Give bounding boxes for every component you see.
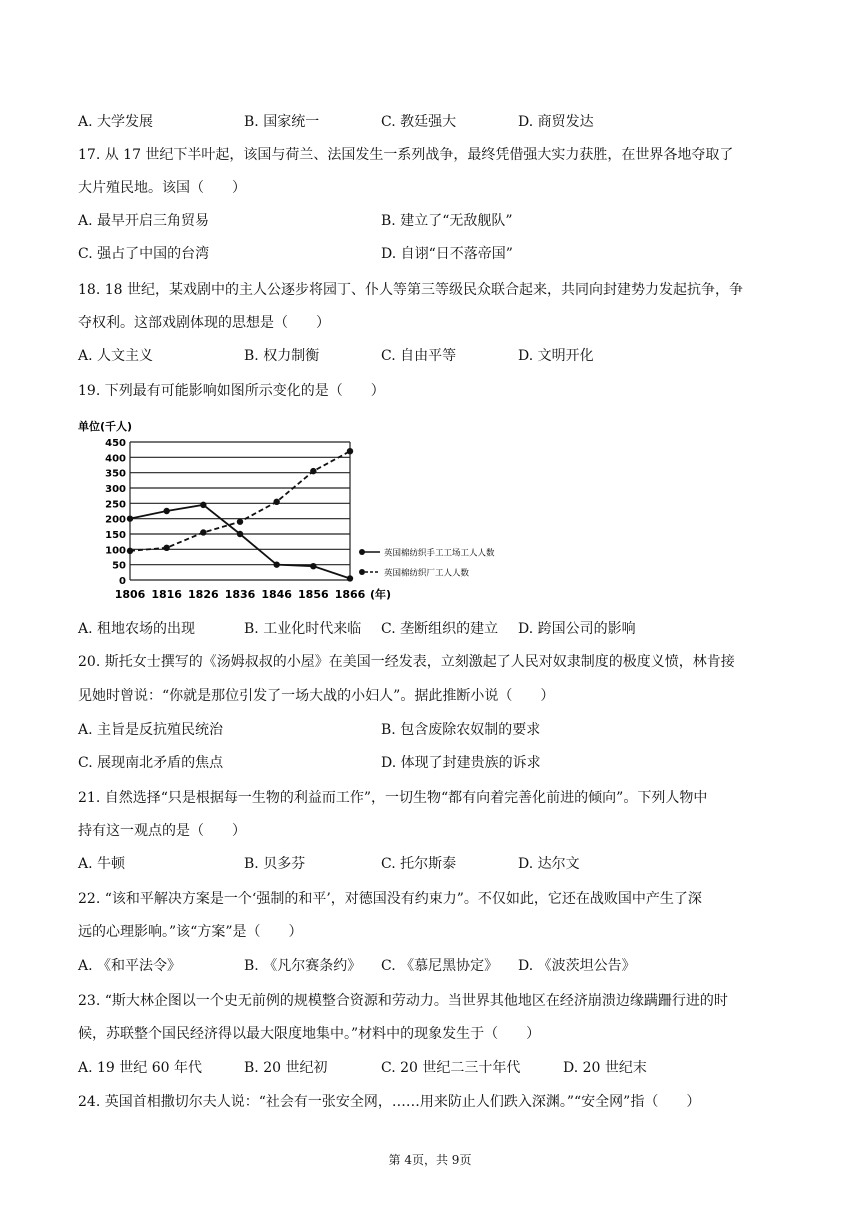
x-tick-1826: 1826 — [188, 588, 219, 601]
q23-option-a: A. 19 世纪 60 年代 — [78, 1060, 202, 1076]
y-tick-250: 250 — [105, 499, 126, 511]
q18-option-a: A. 人文主义 — [78, 348, 154, 364]
q22-option-c: C. 《慕尼黑协定》 — [381, 958, 499, 974]
q20-stem-line2: 见她时曾说：“你就是那位引发了一场大战的小妇人”。据此推断小说（ ） — [78, 688, 555, 704]
x-tick-1856: 1856 — [298, 588, 329, 601]
chart-series — [127, 448, 353, 582]
q22-stem-line2: 远的心理影响。”该“方案”是（ ） — [78, 924, 303, 940]
q18-stem-line1: 18. 18 世纪，某戏剧中的主人公逐步将园丁、仆人等第三等级民众联合起来，共同向封建势力发起抗争，争 — [78, 282, 743, 298]
q21-option-b: B. 贝多芬 — [244, 856, 306, 872]
q18-option-c: C. 自由平等 — [381, 348, 457, 364]
series-1-point-1806 — [127, 548, 133, 554]
q20-option-b: B. 包含废除农奴制的要求 — [381, 722, 541, 738]
x-axis-title: (年) — [370, 588, 392, 601]
q22-option-d: D. 《波茨坦公告》 — [518, 958, 636, 974]
x-tick-1846: 1846 — [261, 588, 292, 601]
q18-option-d: D. 文明开化 — [518, 348, 594, 364]
y-tick-0: 0 — [119, 576, 126, 587]
series-0-point-1816 — [163, 508, 169, 514]
legend-label-1: 英国棉纺织厂工人人数 — [384, 568, 470, 579]
legend-marker-0 — [359, 549, 365, 555]
y-tick-labels — [105, 438, 126, 587]
legend-marker-1 — [359, 569, 365, 575]
page-footer: 第 4页，共 9页 — [388, 1153, 472, 1167]
q17-option-b: B. 建立了“无敌舰队” — [381, 213, 513, 229]
q19-option-b: B. 工业化时代来临 — [244, 621, 362, 637]
q19-stem: 19. 下列最有可能影响如图所示变化的是（ ） — [78, 383, 385, 399]
x-tick-1836: 1836 — [224, 588, 256, 601]
q21-stem-line2: 持有这一观点的是（ ） — [78, 823, 246, 839]
q23-stem-line2: 候，苏联整个国民经济得以最大限度地集中。”材料中的现象发生于（ ） — [78, 1026, 541, 1042]
q23-option-b: B. 20 世纪初 — [244, 1060, 328, 1076]
legend-label-0: 英国棉纺织手工工场工人人数 — [384, 548, 495, 559]
q16-option-d: D. 商贸发达 — [518, 114, 594, 130]
q24-stem: 24. 英国首相撒切尔夫人说：“社会有一张安全网，……用来防止人们跌入深渊。”“安全网”指（ ） — [78, 1094, 701, 1110]
y-tick-100: 100 — [105, 545, 126, 557]
q21-option-a: A. 牛顿 — [78, 856, 126, 872]
chart-legend — [359, 548, 495, 579]
q19-line-chart — [78, 412, 518, 607]
series-line-0 — [130, 505, 350, 579]
series-0-point-1806 — [127, 515, 133, 521]
q19-option-d: D. 跨国公司的影响 — [518, 621, 636, 637]
q21-stem-line1: 21. 自然选择“只是根据每一生物的利益而工作”，一切生物“都有向着完善化前进的倾向”。下列人物中 — [78, 790, 708, 806]
series-0-point-1826 — [200, 502, 206, 508]
series-1-point-1846 — [273, 499, 279, 505]
x-tick-1866: 1866 — [334, 588, 366, 601]
q16-option-b: B. 国家统一 — [244, 114, 320, 130]
q23-option-c: C. 20 世纪二三十年代 — [381, 1060, 521, 1076]
q20-stem-line1: 20. 斯托女士撰写的《汤姆叔叔的小屋》在美国一经发表，立刻激起了人民对奴隶制度的极度义愤，林肯接 — [78, 654, 735, 670]
q18-stem-line2: 夺权利。这部戏剧体现的思想是（ ） — [78, 315, 330, 331]
q17-stem-line1: 17. 从 17 世纪下半叶起，该国与荷兰、法国发生一系列战争，最终凭借强大实力获胜，在世界各地夺取了 — [78, 147, 734, 163]
y-tick-50: 50 — [112, 560, 126, 572]
x-tick-1816: 1816 — [151, 588, 182, 601]
q18-option-b: B. 权力制衡 — [244, 348, 320, 364]
y-tick-350: 350 — [105, 468, 126, 480]
q21-option-c: C. 托尔斯泰 — [381, 856, 457, 872]
y-axis-title: 单位(千人) — [78, 420, 133, 433]
series-1-point-1816 — [163, 545, 169, 551]
y-tick-300: 300 — [105, 484, 126, 495]
y-tick-450: 450 — [105, 438, 126, 449]
y-tick-400: 400 — [105, 453, 126, 465]
y-tick-200: 200 — [105, 514, 126, 526]
q19-option-a: A. 租地农场的出现 — [78, 621, 196, 637]
y-tick-150: 150 — [105, 530, 126, 541]
series-0-point-1866 — [347, 575, 353, 581]
series-0-point-1856 — [310, 563, 316, 569]
series-1-point-1826 — [200, 529, 206, 535]
q17-option-c: C. 强占了中国的台湾 — [78, 246, 210, 262]
series-0-point-1836 — [237, 531, 243, 537]
q20-option-c: C. 展现南北矛盾的焦点 — [78, 755, 224, 771]
q16-option-a: A. 大学发展 — [78, 114, 154, 130]
q22-stem-line1: 22. “该和平解决方案是一个‘强制的和平’，对德国没有约束力”。不仅如此，它还在战败国中产生了深 — [78, 891, 702, 907]
q19-option-c: C. 垄断组织的建立 — [381, 621, 499, 637]
q17-option-a: A. 最早开启三角贸易 — [78, 213, 210, 229]
q22-option-a: A. 《和平法令》 — [78, 958, 182, 974]
series-0-point-1846 — [273, 561, 279, 567]
q23-stem-line1: 23. “斯大林企图以一个史无前例的规模整合资源和劳动力。当世界其他地区在经济崩溃边缘蹒跚行进的时 — [78, 993, 728, 1009]
q20-option-d: D. 体现了封建贵族的诉求 — [381, 755, 541, 771]
x-tick-labels — [115, 587, 391, 601]
q17-option-d: D. 自诩“日不落帝国” — [381, 246, 513, 262]
x-tick-1806: 1806 — [114, 588, 146, 601]
q23-option-d: D. 20 世纪末 — [563, 1060, 647, 1076]
q22-option-b: B. 《凡尔赛条约》 — [244, 958, 362, 974]
series-1-point-1836 — [237, 519, 243, 525]
q21-option-d: D. 达尔文 — [518, 856, 580, 872]
q20-option-a: A. 主旨是反抗殖民统治 — [78, 722, 224, 738]
series-1-point-1866 — [347, 448, 353, 454]
series-1-point-1856 — [310, 468, 316, 474]
q17-stem-line2: 大片殖民地。该国（ ） — [78, 180, 246, 196]
q16-option-c: C. 教廷强大 — [381, 114, 457, 130]
